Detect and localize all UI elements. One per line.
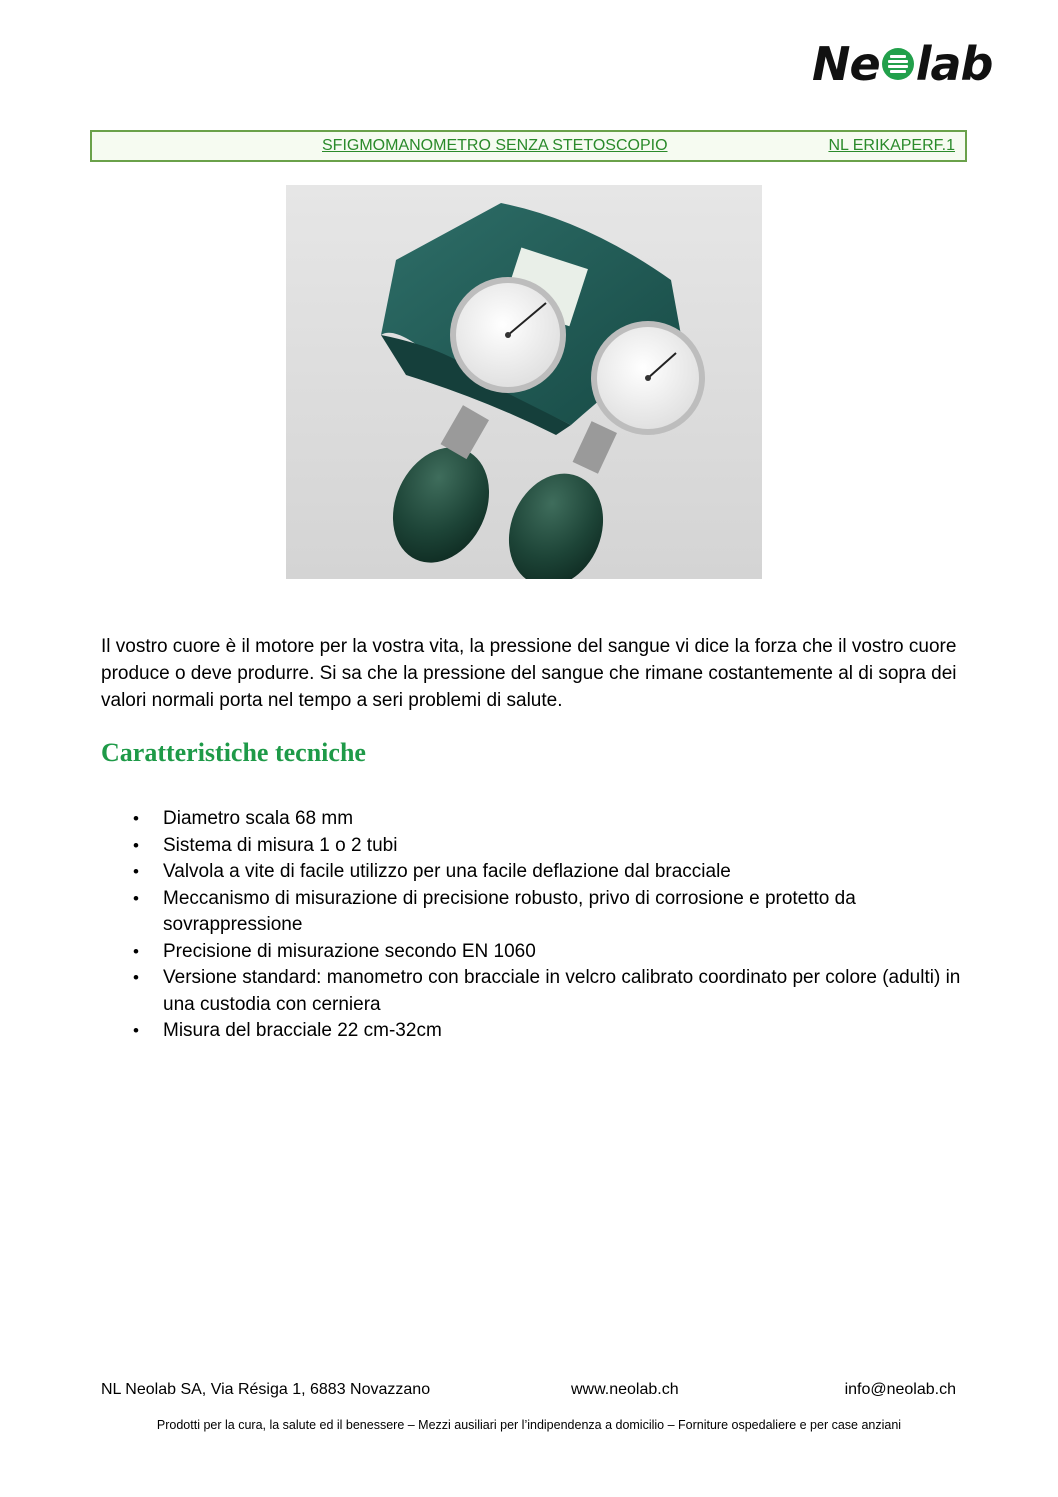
logo-text-right: lab (915, 37, 993, 91)
product-photo (286, 185, 762, 579)
footer-tagline: Prodotti per la cura, la salute ed il benessere – Mezzi ausiliari per l’indipendenza a domicilio – Forniture ospedaliere e per case anziani (156, 1418, 902, 1432)
logo-o-icon (881, 47, 915, 81)
neolab-logo (812, 34, 1012, 94)
title-bar (90, 130, 967, 162)
footer-address: NL Neolab SA, Via Résiga 1, 6883 Novazzano (101, 1381, 431, 1398)
list-item: • Precisione di misurazione secondo EN 1060 (101, 939, 971, 966)
list-item: • Misura del bracciale 22 cm-32cm (101, 1018, 971, 1045)
list-item: • Valvola a vite di facile utilizzo per una facile deflazione dal bracciale (101, 859, 971, 886)
features-list (101, 806, 971, 1045)
list-item: • Diametro scala 68 mm (101, 806, 971, 833)
product-code: NL ERIKAPERF.1 (828, 137, 955, 154)
intro-paragraph: Il vostro cuore è il motore per la vostra vita, la pressione del sangue vi dice la forza che il vostro cuore produce o deve produrre. Si sa che la pressione del sangue che rimane costantemente al di sopra dei valori normali porta nel tempo a seri problemi di salute. (101, 636, 957, 711)
logo-text-left: Ne (812, 37, 880, 91)
footer-email[interactable]: info@neolab.ch (844, 1381, 956, 1398)
section-title: Caratteristiche tecniche (101, 738, 366, 767)
list-item: • Meccanismo di misurazione di precisione robusto, privo di corrosione e protetto da sovrappressione (101, 886, 971, 939)
product-title: SFIGMOMANOMETRO SENZA STETOSCOPIO (322, 137, 668, 154)
list-item: • Versione standard: manometro con bracciale in velcro calibrato coordinato per colore (adulti) in una custodia con cerniera (101, 965, 971, 1018)
footer-website[interactable]: www.neolab.ch (571, 1381, 679, 1398)
list-item: • Sistema di misura 1 o 2 tubi (101, 833, 971, 860)
